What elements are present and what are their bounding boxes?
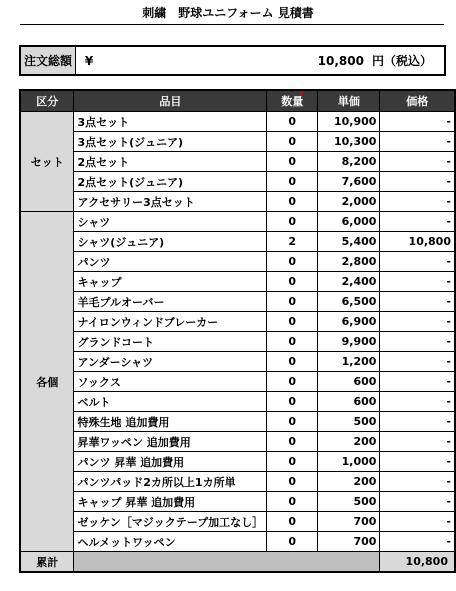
unit-price-cell: 700 (318, 512, 380, 532)
qty-cell: 0 (267, 132, 318, 152)
table-row (20, 392, 455, 412)
qty-cell: 0 (267, 252, 318, 272)
table-row (20, 372, 455, 392)
table-body (20, 112, 455, 552)
qty-cell: 0 (267, 212, 318, 232)
cumulative-row (20, 552, 455, 573)
price-cell: - (380, 212, 455, 232)
qty-cell: 0 (267, 492, 318, 512)
price-cell: - (380, 492, 455, 512)
price-cell: - (380, 312, 455, 332)
item-name-cell: アンダーシャツ (74, 352, 267, 372)
unit-price-cell: 6,000 (318, 212, 380, 232)
price-cell: - (380, 132, 455, 152)
table-header-row (20, 90, 455, 112)
header-item: 品目 (74, 90, 267, 112)
table-row (20, 432, 455, 452)
price-cell: - (380, 152, 455, 172)
unit-price-cell: 9,900 (318, 332, 380, 352)
unit-price-cell: 6,500 (318, 292, 380, 312)
qty-cell: 0 (267, 372, 318, 392)
item-name-cell: 3点セット (74, 112, 267, 132)
qty-cell: 0 (267, 112, 318, 132)
item-name-cell: ナイロンウィンドブレーカー (74, 312, 267, 332)
order-total-label: 注文総額 (21, 47, 76, 74)
table-row (20, 192, 455, 212)
document-title: 刺繍 野球ユニフォーム 見積書 (142, 6, 314, 20)
qty-cell: 0 (267, 152, 318, 172)
qty-cell: 0 (267, 192, 318, 212)
price-cell: - (380, 452, 455, 472)
item-name-cell: キャップ 昇華 追加費用 (74, 492, 267, 512)
cumulative-amount: 10,800 (380, 552, 455, 573)
unit-price-cell: 1,200 (318, 352, 380, 372)
header-price: 価格 (380, 90, 455, 112)
cumulative-label: 累計 (20, 552, 74, 573)
table-row (20, 332, 455, 352)
item-name-cell: シャツ(ジュニア) (74, 232, 267, 252)
item-name-cell: 昇華ワッペン 追加費用 (74, 432, 267, 452)
unit-price-cell: 700 (318, 532, 380, 552)
item-name-cell: キャップ (74, 272, 267, 292)
unit-price-cell: 10,900 (318, 112, 380, 132)
qty-cell: 0 (267, 352, 318, 372)
price-cell: - (380, 252, 455, 272)
order-total-value: 10,800 (317, 53, 364, 68)
price-cell: - (380, 512, 455, 532)
unit-price-cell: 600 (318, 392, 380, 412)
qty-cell: 0 (267, 172, 318, 192)
item-name-cell: 3点セット(ジュニア) (74, 132, 267, 152)
item-name-cell: ベルト (74, 392, 267, 412)
cumulative-blank (74, 552, 380, 573)
header-qty-label: 数量 (281, 95, 304, 108)
unit-price-cell: 200 (318, 432, 380, 452)
qty-cell: 0 (267, 312, 318, 332)
table-row (20, 132, 455, 152)
title-underline (20, 24, 444, 25)
item-name-cell: ソックス (74, 372, 267, 392)
category-cell: 各個 (20, 212, 74, 552)
unit-price-cell: 1,000 (318, 452, 380, 472)
item-name-cell: アクセサリー3点セット (74, 192, 267, 212)
header-category: 区分 (20, 90, 74, 112)
table-row (20, 232, 455, 252)
table-row (20, 212, 455, 232)
price-cell: - (380, 392, 455, 412)
qty-cell: 0 (267, 392, 318, 412)
price-cell: - (380, 472, 455, 492)
item-name-cell: シャツ (74, 212, 267, 232)
unit-price-cell: 2,400 (318, 272, 380, 292)
unit-price-cell: 2,000 (318, 192, 380, 212)
table-row (20, 492, 455, 512)
yen-symbol: ¥ (84, 53, 94, 68)
table-row (20, 252, 455, 272)
qty-cell: 0 (267, 452, 318, 472)
table-row (20, 312, 455, 332)
comment-marker-icon (300, 91, 303, 94)
table-row (20, 412, 455, 432)
table-row (20, 172, 455, 192)
item-name-cell: グランドコート (74, 332, 267, 352)
table-row (20, 152, 455, 172)
price-cell: - (380, 372, 455, 392)
qty-cell: 0 (267, 532, 318, 552)
price-cell: - (380, 112, 455, 132)
header-unit-price: 単価 (318, 90, 380, 112)
order-total-box (19, 45, 446, 76)
unit-price-cell: 10,300 (318, 132, 380, 152)
unit-price-cell: 2,800 (318, 252, 380, 272)
qty-cell: 0 (267, 292, 318, 312)
unit-price-cell: 5,400 (318, 232, 380, 252)
qty-cell: 0 (267, 272, 318, 292)
table-row (20, 292, 455, 312)
table-row (20, 532, 455, 552)
order-total-unit: 円（税込） (371, 54, 432, 68)
unit-price-cell: 600 (318, 372, 380, 392)
item-name-cell: パンツ (74, 252, 267, 272)
table-row (20, 452, 455, 472)
item-name-cell: 2点セット (74, 152, 267, 172)
price-cell: - (380, 332, 455, 352)
item-name-cell: ゼッケン［マジックテープ加工なし］ (74, 512, 267, 532)
category-cell: セット (20, 112, 74, 212)
qty-cell: 0 (267, 332, 318, 352)
qty-cell: 0 (267, 412, 318, 432)
table-row (20, 112, 455, 132)
price-cell: - (380, 292, 455, 312)
unit-price-cell: 8,200 (318, 152, 380, 172)
item-name-cell: パンツパッド2カ所以上1カ所単 (74, 472, 267, 492)
price-cell: - (380, 412, 455, 432)
qty-cell: 0 (267, 472, 318, 492)
unit-price-cell: 6,900 (318, 312, 380, 332)
header-qty (267, 90, 318, 112)
table-row (20, 272, 455, 292)
item-name-cell: ヘルメットワッペン (74, 532, 267, 552)
item-name-cell: パンツ 昇華 追加費用 (74, 452, 267, 472)
price-cell: - (380, 272, 455, 292)
item-name-cell: 羊毛プルオーバー (74, 292, 267, 312)
unit-price-cell: 500 (318, 492, 380, 512)
price-cell: - (380, 432, 455, 452)
unit-price-cell: 500 (318, 412, 380, 432)
price-cell: - (380, 352, 455, 372)
table-row (20, 472, 455, 492)
table-row (20, 352, 455, 372)
item-name-cell: 特殊生地 追加費用 (74, 412, 267, 432)
price-cell: 10,800 (380, 232, 455, 252)
price-cell: - (380, 532, 455, 552)
item-name-cell: 2点セット(ジュニア) (74, 172, 267, 192)
qty-cell: 0 (267, 512, 318, 532)
table-row (20, 512, 455, 532)
unit-price-cell: 200 (318, 472, 380, 492)
qty-cell: 2 (267, 232, 318, 252)
unit-price-cell: 7,600 (318, 172, 380, 192)
price-cell: - (380, 192, 455, 212)
qty-cell: 0 (267, 432, 318, 452)
estimate-table (19, 89, 456, 573)
order-total-amount (102, 47, 444, 74)
price-cell: - (380, 172, 455, 192)
